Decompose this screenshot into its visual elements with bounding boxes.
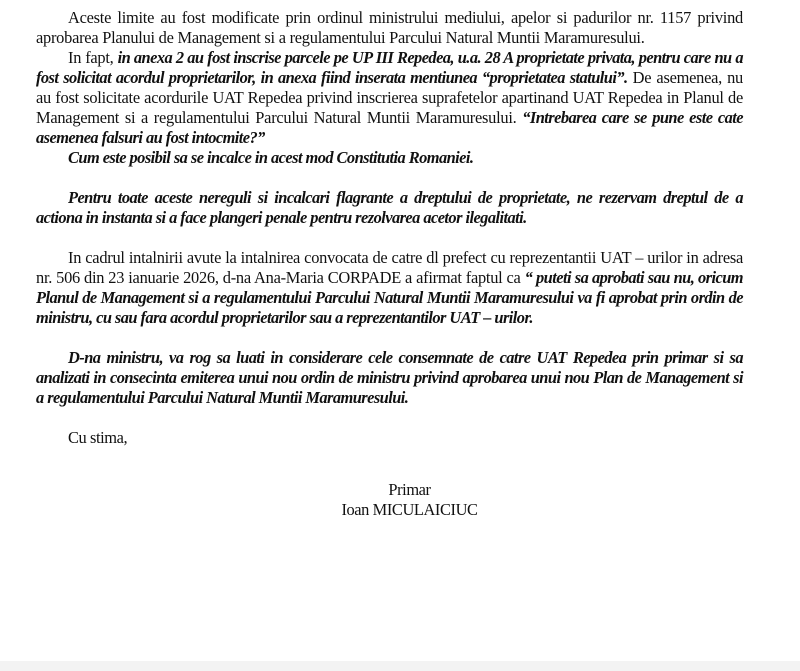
emphasized-text: “Intrebarea care se pune este cate asemenea falsuri au fost intocmite?” — [36, 108, 743, 147]
signature-name: Ioan MICULAICIUC — [341, 500, 478, 519]
letter-body — [36, 8, 743, 520]
paragraph-annex-2-facts — [36, 48, 743, 148]
emphasized-text: Pentru toate aceste nereguli si incalcari flagrante a dreptului de proprietate, ne rezervam dreptul de a actiona in instanta si a face plangeri penale pentru rezolvarea acetor ilegalitati. — [36, 188, 743, 227]
signature-block — [36, 480, 743, 520]
paragraph-limits-modified — [36, 8, 743, 48]
spacer — [36, 328, 743, 348]
body-text: In cadrul intalnirii avute la intalnirea convocata de catre dl prefect cu reprezentantii UAT – urilor in adresa nr. 506 din 23 ianuarie 2026, d-na Ana-Maria CORPADE a afirmat faptul ca — [36, 248, 743, 287]
page-bottom-edge — [0, 661, 800, 671]
body-text: Aceste limite au fost modificate prin ordinul ministrului mediului, apelor si padurilor nr. 1157 privind aprobarea Planului de Management si a regulamentului Parcului Natural Muntii Maramuresului. — [36, 8, 743, 47]
paragraph-prefect-meeting — [36, 248, 743, 328]
emphasized-text: Cum este posibil sa se incalce in acest mod Constitutia Romaniei. — [68, 148, 474, 167]
body-text: De asemenea, nu au fost solicitate acordurile UAT Repedea privind inscrierea suprafetelor apartinand UAT Repedea in Planul de Management si a regulamentului Parcului Natural Muntii Maramuresului. — [36, 68, 743, 127]
closing-salutation: Cu stima, — [68, 428, 128, 447]
emphasized-text: D-na ministru, va rog sa luati in considerare cele consemnate de catre UAT Repedea prin primar si sa analizati in consecinta emiterea unui nou ordin de ministru privind aprobarea unui nou Plan de Management si a regulamentului Parcului Natural Muntii Maramuresului. — [36, 348, 743, 407]
paragraph-legal-action — [36, 188, 743, 228]
spacer — [36, 468, 743, 480]
paragraph-request-to-minister — [36, 348, 743, 408]
emphasized-text: in anexa 2 au fost inscrise parcele pe UP III Repedea, u.a. 28 A proprietate privata, pentru care nu a fost solicitat acordul proprietarilor, in anexa fiind inserata mentiunea “proprietatea statului”. — [36, 48, 743, 87]
spacer — [36, 168, 743, 188]
body-text: In fapt, — [68, 48, 118, 67]
paragraph-constitution-question — [36, 148, 743, 168]
emphasized-text: “ puteti sa aprobati sau nu, oricum Planul de Management si a regulamentului Parcului Natural Muntii Maramuresului va fi aprobat prin ordin de ministru, cu sau fara acordul proprietarilor sau a reprezentantilor UAT – urilor. — [36, 268, 743, 327]
signature-title: Primar — [388, 480, 431, 499]
spacer — [36, 448, 743, 468]
spacer — [36, 408, 743, 428]
spacer — [36, 228, 743, 248]
